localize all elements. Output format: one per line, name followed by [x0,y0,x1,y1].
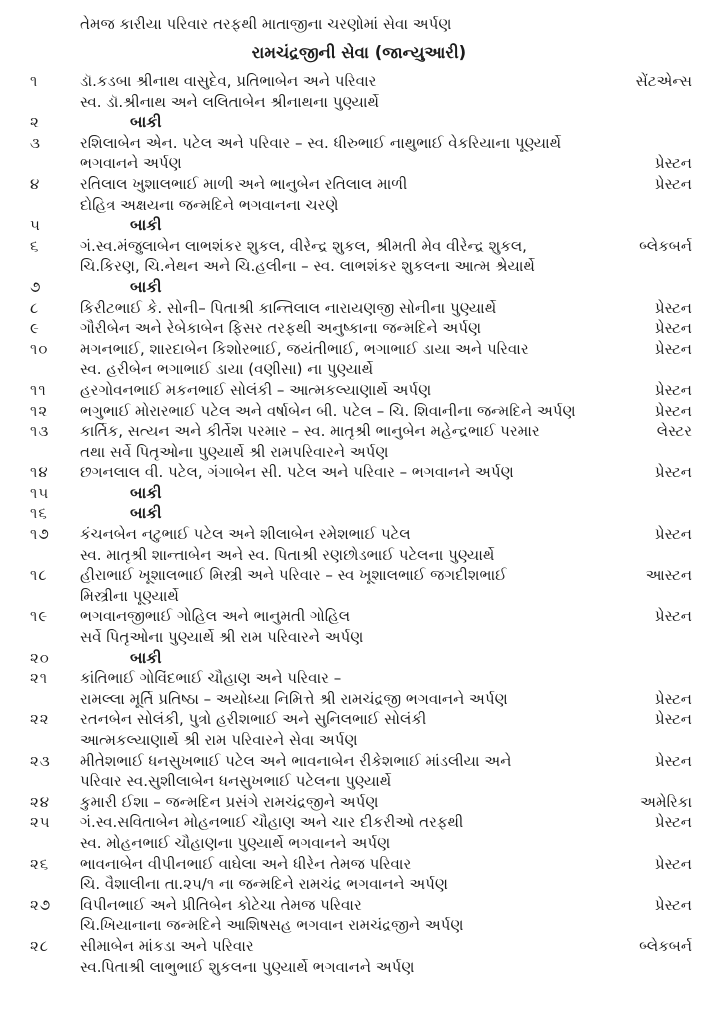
entry-number: ૧૦ [30,339,49,358]
entry-location [592,771,692,792]
entry-location: બ્લેકબર્ન [639,936,692,955]
entry-location [592,586,692,607]
table-row [26,524,692,545]
entry-number: ૧૧ [30,380,47,399]
entry-number: ૨૩ [30,751,51,770]
entry-text: ગં.સ્વ.સવિતાબેન મોહનભાઈ ચૌહાણ અને ચાર દીકરીઓ તરફથી [80,813,464,832]
entry-number: ૬ [30,236,40,255]
entry-location [592,915,692,936]
entry-number [26,586,80,607]
entry-number [26,689,80,710]
entry-location [592,195,692,216]
table-row [26,215,692,236]
entry-location [592,442,692,463]
entry-number: ૨૧ [30,669,49,688]
table-row [26,751,692,772]
table-row [26,936,692,957]
intro-line: તેમજ કારીયા પરિવાર તરફથી માતાજીના ચરણોમાં સેવા અર્પણ [80,15,452,33]
table-row [26,668,692,689]
table-row [26,874,692,895]
table-row [26,277,692,298]
entry-text: સ્વ. મોહનભાઈ ચૌહાણના પુણ્યાર્થે ભગવાનને અર્પણ [80,833,391,852]
table-row [26,792,692,813]
entry-location [592,957,692,978]
entry-location: પ્રેસ્ટન [654,895,692,914]
table-row [26,565,692,586]
entry-number: ૮ [30,298,40,317]
table-row [26,92,692,113]
entry-location [592,730,692,751]
entry-number: ૫ [30,216,41,235]
table-row [26,915,692,936]
entry-number [26,833,80,854]
table-row [26,359,692,380]
entry-text: હરગોવનભાઈ મકનભાઈ સોલંકી – આત્મકલ્યાણાર્થે અર્પણ [80,380,432,399]
entry-number [26,92,80,113]
entry-text: ભગવાનને અર્પણ [80,154,182,173]
entry-text: બાકી [130,483,162,502]
entry-text: કંચનબેન નટુભાઈ પટેલ અને શીલાબેન રમેશભાઈ પટેલ [80,525,411,544]
table-row [26,895,692,916]
entry-number [26,730,80,751]
entry-number: ૨૫ [30,813,51,832]
entry-number: ૨૭ [30,895,52,914]
entry-text: ભગુભાઈ મોરારભાઈ પટેલ અને વર્ષાબેન બી. પટેલ – ચિ. શિવાનીના જન્મદિને અર્પણ [80,401,576,420]
entry-text: સ્વ.પિતાશ્રી લાભુભાઈ શુકલના પુણ્યાર્થે ભગવાનને અર્પણ [80,957,415,976]
entry-location: પ્રેસ્ટન [654,854,692,873]
entry-location [592,668,692,689]
entry-text: મગનભાઈ, શારદાબેન કિશોરભાઈ, જયંતીભાઈ, ભગાભાઈ ડાયા અને પરિવાર [80,339,529,358]
entry-number: ૨૬ [30,854,50,873]
entry-text: બાકી [130,277,162,296]
entry-text: કિરીટભાઈ કે. સોની– પિતાશ્રી કાન્તિલાલ નારાયણજી સોનીના પુણ્યાર્થે [80,298,497,317]
entry-text: ચિ.ખિયાનાના જન્મદિને આશિષસહ ભગવાન રામચંદ્રજીને અર્પણ [80,916,464,935]
entry-text: કાર્તિક, સત્યન અને કીર્તેશ પરમાર – સ્વ. માતૃશ્રી ભાનુબેન મહેન્દ્રભાઈ પરમાર [80,422,540,441]
entry-location: પ્રેસ્ટન [654,525,692,544]
entries-list [26,71,692,977]
table-row [26,586,692,607]
entry-text: બાકી [130,216,162,235]
entry-number: ૧૬ [30,504,48,523]
table-row [26,339,692,360]
entry-location [592,215,692,236]
entry-number: ૧૫ [30,483,50,502]
entry-text: રામલ્લા મૂર્તિ પ્રતિષ્ઠા – અયોધ્યા નિમિત્તે શ્રી રામચંદ્રજી ભગવાનને અર્પણ [80,689,508,708]
table-row [26,627,692,648]
entry-location: પ્રેસ્ટન [654,751,692,770]
entry-text: વિપીનભાઈ અને પ્રીતિબેન કોટેચા તેમજ પરિવાર [80,895,362,914]
table-row [26,709,692,730]
table-row [26,833,692,854]
entry-location: બ્લેકબર્ન [639,236,692,255]
entry-text: તથા સર્વે પિતૃઓના પુણ્યાર્થે શ્રી રામપરિવારને અર્પણ [80,442,389,461]
entry-number [26,874,80,895]
table-row [26,957,692,978]
entry-location: પ્રેસ્ટન [654,174,692,193]
entry-text: મિસ્ત્રીના પૂણ્યાર્થે [80,586,179,605]
entry-number: ૯ [30,319,40,338]
entry-text: સ્વ. હરીબેન ભગાભાઈ ડાયા (વણીસા) ના પુણ્યાર્થે [80,360,374,379]
entry-number: ૪ [30,174,41,193]
entry-text: પરિવાર સ્વ.સુશીલાબેન ધનસુખભાઈ પટેલના પુણ્યાર્થે [80,772,392,791]
entry-text: ડૉ.કડબા શ્રીનાથ વાસુદેવ, પ્રતિભાબેન અને પરિવાર [80,72,377,90]
entry-text: રતનબેન સોલંકી, પુત્રો હરીશભાઈ અને સુનિલભાઈ સોલંકી [80,710,427,729]
entry-location: પ્રેસ્ટન [654,710,692,729]
entry-number [26,359,80,380]
entry-location: પ્રેસ્ટન [654,689,692,708]
table-row [26,442,692,463]
table-row [26,195,692,216]
entry-location: સેંટએન્સ [635,72,692,90]
entry-number: ૨૮ [30,936,50,955]
entry-number: ૩ [30,133,41,152]
entry-text: બાકી [130,113,162,132]
entry-text: ચિ.કિરણ, ચિ.નેથન અને ચિ.હલીના – સ્વ. લાભશંકર શુકલના આત્મ શ્રેયાર્થે [80,257,535,276]
entry-text: ગૌરીબેન અને રેબેકાબેન ફિસર તરફથી અનુષ્કાના જન્મદિને અર્પણ [80,319,482,338]
table-row [26,771,692,792]
entry-location [592,92,692,113]
entry-number [26,153,80,174]
entry-location [592,545,692,566]
table-row [26,174,692,195]
entry-location [592,359,692,380]
entry-location [592,133,692,154]
entry-number: ૨ [30,113,40,132]
entry-location: લેસ્ટર [656,422,692,441]
entry-number: ૧૮ [30,566,48,585]
entry-text: આત્મકલ્યાણાર્થે શ્રી રામ પરિવારને સેવા અર્પણ [80,731,358,749]
table-row [26,503,692,524]
table-row [26,421,692,442]
table-row [26,730,692,751]
entry-text: કાંતિભાઈ ગોવિંદભાઈ ચૌહાણ અને પરિવાર – [80,669,342,688]
entry-number: ૨૪ [30,792,51,811]
table-row [26,256,692,277]
page-title: રામચંદ્રજીની સેવા (જાન્યુઆરી) [251,43,467,62]
table-row [26,236,692,257]
entry-number: ૧૭ [30,525,50,544]
entry-number: ૧૪ [30,463,49,482]
entry-location: પ્રેસ્ટન [654,339,692,358]
table-row [26,606,692,627]
entry-number [26,442,80,463]
entry-location: પ્રેસ્ટન [654,813,692,832]
table-row [26,401,692,422]
entry-text: દોહિત્ર અક્ષયના જન્મદિને ભગવાનના ચરણે [80,195,339,214]
table-row [26,318,692,339]
entry-location [592,503,692,524]
entry-text: હીરાભાઈ ખૂશાલભાઈ મિસ્ત્રી અને પરિવાર – સ્વ ખૂશાલભાઈ જગદીશભાઈ [80,566,507,585]
entry-number [26,771,80,792]
entry-location: પ્રેસ્ટન [654,154,692,173]
entry-text: છગનલાલ વી. પટેલ, ગંગાબેન સી. પટેલ અને પરિવાર – ભગવાનને અર્પણ [80,463,514,482]
entry-location: પ્રેસ્ટન [654,319,692,338]
table-row [26,854,692,875]
entry-number: ૧ [30,72,39,90]
entry-text: સ્વ. માતૃશ્રી શાન્તાબેન અને સ્વ. પિતાશ્રી રણછોડભાઈ પટેલના પુણ્યાર્થે [80,545,495,564]
entry-location [592,483,692,504]
intro-row [26,14,692,35]
table-row [26,133,692,154]
entry-location: આસ્ટન [645,566,692,585]
entry-location: અમેરિકા [640,792,692,811]
entry-text: રતિલાલ ખુશાલભાઈ માળી અને ભાનુબેન રતિલાલ માળી [80,174,408,193]
entry-number: ૭ [30,277,42,296]
table-row [26,648,692,669]
entry-text: સર્વે પિતૃઓના પુણ્યાર્થે શ્રી રામ પરિવારને અર્પણ [80,628,364,647]
entry-location [592,627,692,648]
table-row [26,483,692,504]
entry-text: સીમાબેન માંકડા અને પરિવાર [80,936,254,955]
entry-number [26,957,80,978]
table-row [26,298,692,319]
entry-number [26,195,80,216]
entry-number: ૧૩ [30,422,50,441]
entry-text: બાકી [130,504,162,523]
table-row [26,153,692,174]
entry-number [26,915,80,936]
entry-text: રશિલાબેન એન. પટેલ અને પરિવાર – સ્વ. ધીરુભાઈ નાથુભાઈ વેકરિયાના પૂણ્યાર્થે [80,133,562,152]
entry-location [592,874,692,895]
entry-location [592,833,692,854]
entry-number: ૧૨ [30,401,49,420]
entry-location: પ્રેસ્ટન [654,298,692,317]
entry-text: કુમારી ઈશા – જન્મદિન પ્રસંગે રામચંદ્રજીને અર્પણ [80,792,379,811]
entry-number: ૨૨ [30,710,50,729]
entry-location: પ્રેસ્ટન [654,463,692,482]
entry-text: ચિ. વૈશાલીના તા.૨૫/૧ ના જન્મદિને રામચંદ્ર ભગવાનને અર્પણ [80,875,448,894]
entry-text: ભાવનાબેન વીપીનભાઈ વાઘેલા અને ધીરેન તેમજ પરિવાર [80,854,412,873]
entry-text: ભગવાનજીભાઈ ગોહિલ અને ભાનુમતી ગોહિલ [80,607,351,626]
intro-spacer [26,14,80,35]
entry-location: પ્રેસ્ટન [654,380,692,399]
entry-number [26,545,80,566]
entry-location [592,256,692,277]
table-row [26,112,692,133]
table-row [26,462,692,483]
table-row [26,689,692,710]
table-row [26,71,692,92]
entry-number [26,627,80,648]
entry-location [592,648,692,669]
entry-number: ૧૯ [30,607,49,626]
entry-text: સ્વ. ડૉ.શ્રીનાથ અને લલિતાબેન શ્રીનાથના પુણ્યાર્થે [80,92,379,111]
entry-text: મીતેશભાઈ ધનસુખભાઈ પટેલ અને ભાવનાબેન રીકેશભાઈ માંડલીયા અને [80,751,512,770]
entry-location [592,112,692,133]
entry-text: ગં.સ્વ.મંજુલાબેન લાભશંકર શુકલ, વીરેન્દ્ર શુકલ, શ્રીમતી મેવ વીરેન્દ્ર શુકલ, [80,236,527,255]
entry-text: બાકી [130,648,162,667]
table-row [26,812,692,833]
entry-location: પ્રેસ્ટન [654,401,692,420]
entry-location: પ્રેસ્ટન [654,607,692,626]
entry-location [592,277,692,298]
entry-number [26,256,80,277]
table-row [26,380,692,401]
entry-number: ૨૦ [30,648,50,667]
table-row [26,545,692,566]
